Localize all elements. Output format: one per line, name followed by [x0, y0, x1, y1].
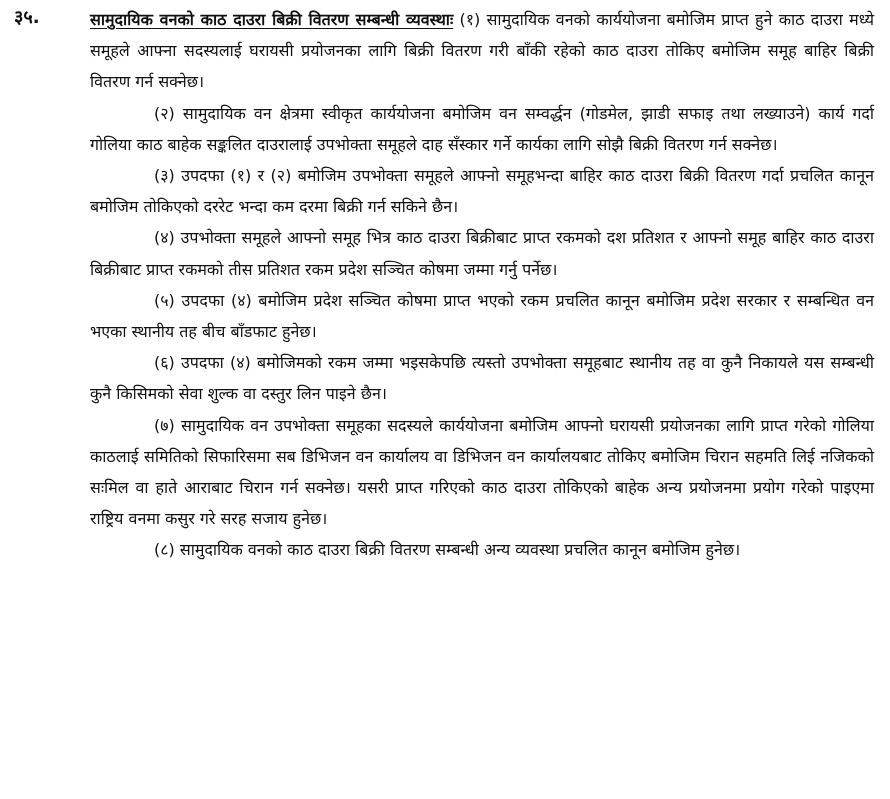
- paragraph-8: (८) सामुदायिक वनको काठ दाउरा बिक्री वितरण सम्बन्धी अन्य व्यवस्था प्रचलित कानून बमोजिम हुनेछ।: [154, 540, 741, 560]
- paragraph-7: (७) सामुदायिक वन उपभोक्ता समूहका सदस्यले कार्ययोजना बमोजिम आफ्नो घरायसी प्रयोजनका लागि प्राप्त गरेको गोलिया काठलाई समितिको सिफारिसमा सब डिभिजन वन कार्यालय वा डिभिजन वन कार्यालयबाट तोकिए बमोजिम चिरान सहमति लिई नजिकको सःमिल वा हाते आराबाट चिरान गर्न सक्नेछ। यसरी प्राप्त गरिएको काठ दाउरा तोकिएको बाहेक अन्य प्रयोजनमा प्रयोग गरेको पाइएमा राष्ट्रिय वनमा कसुर गरे सरह सजाय हुनेछ।: [90, 415, 874, 529]
- section-number: ३५.: [14, 7, 40, 28]
- paragraph-3: (३) उपदफा (१) र (२) बमोजिम उपभोक्ता समूहले आफ्नो समूहभन्दा बाहिर काठ दाउरा बिक्री वितरण गर्दा प्रचलित कानून बमोजिम तोकिएको दररेट भन्दा कम दरमा बिक्री गर्न सकिने छैन।: [90, 166, 874, 217]
- paragraph-6: (६) उपदफा (४) बमोजिमको रकम जम्मा भइसकेपछि त्यस्तो उपभोक्ता समूहबाट स्थानीय तह वा कुनै निकायले यस सम्बन्धी कुनै किसिमको सेवा शुल्क वा दस्तुर लिन पाइने छैन।: [90, 353, 874, 404]
- section-body: [90, 4, 874, 566]
- paragraph-1-text: (१) सामुदायिक वनको कार्ययोजना बमोजिम प्राप्त हुने काठ दाउरा मध्ये समूहले आफ्ना सदस्यलाई घरायसी प्रयोजनका लागि बिक्री वितरण गरी बाँकी रहेको काठ दाउरा तोकिए बमोजिम समूह बाहिर बिक्री वितरण गर्न सक्नेछ।: [90, 10, 875, 92]
- paragraph-1: [90, 4, 874, 98]
- section-heading: सामुदायिक वनको काठ दाउरा बिक्री वितरण सम्बन्धी व्यवस्थाः: [90, 10, 454, 29]
- paragraph-5: (५) उपदफा (४) बमोजिम प्रदेश सञ्चित कोषमा प्राप्त भएको रकम प्रचलित कानून बमोजिम प्रदेश सरकार र सम्बन्धित वन भएका स्थानीय तह बीच बाँडफाट हुनेछ।: [90, 290, 874, 342]
- paragraph-4: (४) उपभोक्ता समूहले आफ्नो समूह भित्र काठ दाउरा बिक्रीबाट प्राप्त रकमको दश प्रतिशत र आफ्नो समूह बाहिर काठ दाउरा बिक्रीबाट प्राप्त रकमको तीस प्रतिशत रकम प्रदेश सञ्चित कोषमा जम्मा गर्नु पर्नेछ।: [90, 228, 874, 279]
- paragraph-2: (२) सामुदायिक वन क्षेत्रमा स्वीकृत कार्ययोजना बमोजिम वन सम्वर्द्धन (गोडमेल, झाडी सफाइ तथा लख्याउने) कार्य गर्दा गोलिया काठ बाहेक सङ्कलित दाउरालाई उपभोक्ता समूहले दाह सँस्कार गर्ने कार्यका लागि सोझै बिक्री वितरण गर्न सक्नेछ।: [90, 103, 874, 154]
